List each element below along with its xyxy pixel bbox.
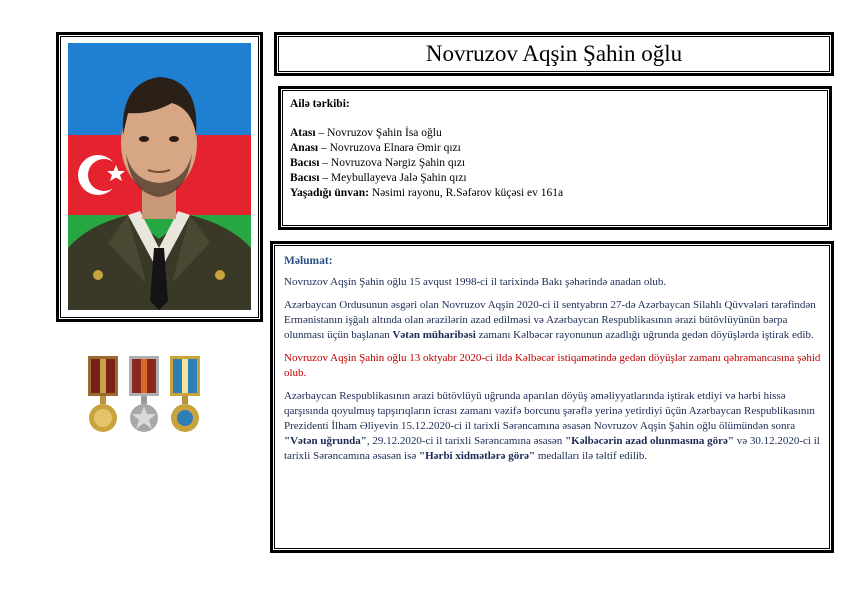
collar-badge-right <box>215 270 225 280</box>
info-box <box>270 241 834 553</box>
collar-badge-left <box>93 270 103 280</box>
family-row: Anası – Novruzova Elnarə Əmir qızı <box>290 142 461 154</box>
uniform <box>68 215 251 310</box>
info-paragraph-birth: Novruzov Aqşin Şahin oğlu 15 avqust 1998-ci il tarixində Bakı şəhərində anadan olub. <box>284 276 667 288</box>
beard <box>126 153 192 197</box>
flag-red-stripe <box>68 135 251 215</box>
portrait-photo <box>68 43 251 310</box>
shirt <box>128 211 190 273</box>
family-row: Bacısı – Novruzova Nərgiz Şahin qızı <box>290 157 466 169</box>
address-row: Yaşadığı ünvan: Nəsimi rayonu, R.Səfərov küçəsi ev 161a <box>290 187 564 199</box>
family-box <box>278 86 832 230</box>
hair <box>123 77 197 135</box>
info-paragraph-death: Novruzov Aqşin Şahin oğlu 13 oktyabr 2020-ci ildə Kəlbəcər istiqamətində gedən döyüşlər zamanı qəhrəmancasına şəhid olub. <box>284 352 821 379</box>
info-heading: Məlumat: <box>284 255 333 267</box>
medal-vetən-ugrunda-icon <box>88 356 118 432</box>
medal-herbi-xidmet-icon <box>170 356 200 432</box>
title-box <box>274 32 834 76</box>
family-row: Atası – Novruzov Şahin İsa oğlu <box>290 127 442 139</box>
portrait-illustration <box>68 43 251 310</box>
family-heading: Ailə tərkibi: <box>290 98 350 110</box>
info-paragraph-awards: Azərbaycan Respublikasının ərazi bütövlüyü uğrunda aparılan döyüş əməliyyatlarında iştirak etdiyi və hərbi hissə qarşısında qoyulmuş tapşırıqların icrası zamanı vəzifə borcunu şərəflə yerinə yetirdiyi üçün Azərbaycan Respublikasının Prezidenti İlham Əliyevin 15.12.2020-ci il tarixli Sərəncamına əsasən Novruzov Aqşin Şahin oğlu ölümündən sonra "Vətən uğrunda", 29.12.2020-ci il tarixli Sərəncamına əsasən "Kəlbəcərin azad olunmasına görə" və 30.12.2020-ci il tarixli Sərəncamına əsasən isə "Hərbi xidmətlərə görə" medalları ilə təltif edilib. <box>284 390 820 462</box>
medal-kelbecer-icon <box>129 356 159 432</box>
page-title: Novruzov Aqşin Şahin oğlu <box>425 41 683 66</box>
face <box>121 93 197 193</box>
portrait-frame <box>56 32 263 322</box>
tie <box>150 248 168 310</box>
flag-crescent-star-icon <box>78 155 125 195</box>
flag-blue-stripe <box>68 43 251 135</box>
flag-green-stripe <box>68 215 251 310</box>
info-paragraph-service: Azərbaycan Ordusunun əsgəri olan Novruzov Aqşin 2020-ci il sentyabrın 27-də Azərbaycan Silahlı Qüvvələri tərəfindən Ermənistanın işğalı altında olan ərazilərin azad edilməsi və Azərbaycan Respublikasının ərazi bütövlüyünün bərpa olunması üçün başlanan Vətən müharibəsi zamanı Kəlbəcər rayonunun azadlığı uğrunda gedən döyüşlərdə iştirak edib. <box>284 299 816 341</box>
family-row: Bacısı – Meybullayeva Jalə Şahin qızı <box>290 172 467 184</box>
medals-group <box>86 354 206 438</box>
